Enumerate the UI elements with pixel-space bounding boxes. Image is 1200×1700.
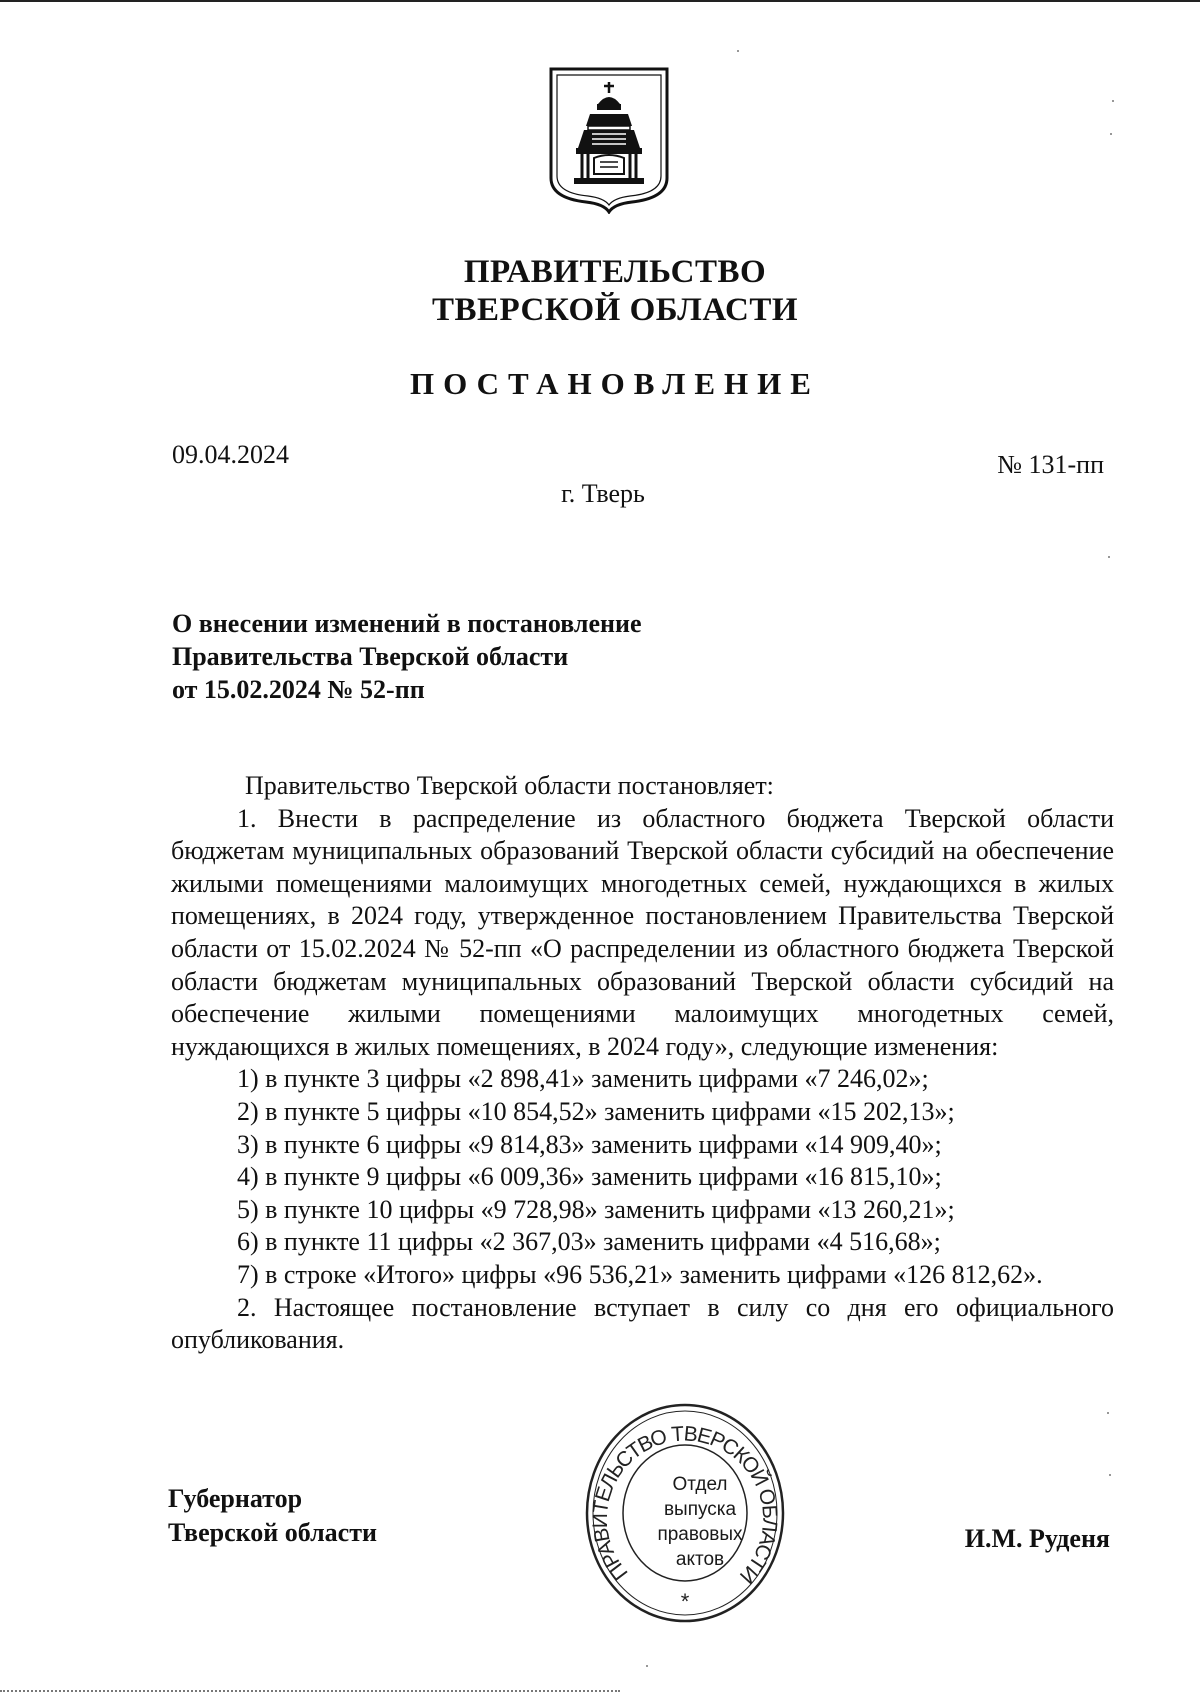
scan-speck	[1107, 1412, 1109, 1414]
tver-coat-of-arms-icon	[548, 66, 670, 214]
amendment-item: 2) в пункте 5 цифры «10 854,52» заменить цифрами «15 202,13»;	[237, 1096, 955, 1126]
stamp-center-line: выпуска	[663, 1499, 737, 1520]
organization-name-line2: ТВЕРСКОЙ ОБЛАСТИ	[431, 292, 799, 328]
subject-line: О внесении изменений в постановление	[172, 609, 642, 638]
amendment-item: 4) в пункте 9 цифры «6 009,36» заменить цифрами «16 815,10»;	[237, 1162, 942, 1192]
preamble: Правительство Тверской области постановляет:	[245, 771, 774, 800]
scan-speck	[1112, 100, 1114, 102]
amendment-item: 5) в пункте 10 цифры «9 728,98» заменить цифрами «13 260,21»;	[237, 1194, 955, 1224]
subject-line: от 15.02.2024 № 52-пп	[172, 675, 425, 704]
document-type: ПОСТАНОВЛЕНИЕ	[410, 366, 820, 401]
amendment-item: 3) в пункте 6 цифры «9 814,83» заменить цифрами «14 909,40»;	[237, 1129, 942, 1159]
signatory-position	[168, 1482, 377, 1550]
signatory-position-line: Тверской области	[168, 1518, 377, 1547]
document-number: № 131-пп	[997, 450, 1104, 479]
subject-line: Правительства Тверской области	[172, 642, 569, 671]
stamp-center-line: актов	[675, 1549, 725, 1570]
amendment-item: 1) в пункте 3 цифры «2 898,41» заменить цифрами «7 246,02»;	[237, 1064, 929, 1094]
scan-bottom-edge	[0, 1690, 620, 1694]
stamp-center-text	[625, 1472, 775, 1572]
amendment-item: 7) в строке «Итого» цифры «96 536,21» заменить цифрами «126 812,62».	[237, 1259, 1043, 1289]
amendment-item: 6) в пункте 11 цифры «2 367,03» заменить цифрами «4 516,68»;	[237, 1227, 941, 1257]
document-body	[171, 770, 1114, 1357]
signatory-position-line: Губернатор	[168, 1484, 303, 1513]
document-city: г. Тверь	[561, 479, 645, 508]
stamp-center-line: правовых	[657, 1524, 743, 1545]
stamp-star: *	[680, 1589, 690, 1614]
scan-speck	[737, 50, 739, 52]
scan-speck	[1110, 133, 1112, 135]
document-subject	[172, 607, 642, 706]
scan-speck	[1108, 556, 1110, 558]
clause-2: 2. Настоящее постановление вступает в силу со дня его официального опубликования.	[171, 1292, 1114, 1355]
scan-speck	[646, 1665, 648, 1667]
signatory-name: И.М. Руденя	[964, 1524, 1110, 1553]
organization-name-line1: ПРАВИТЕЛЬСТВО	[463, 254, 767, 290]
scan-top-edge	[0, 0, 1200, 2]
scan-speck	[1109, 1474, 1111, 1476]
stamp-center-line: Отдел	[672, 1474, 728, 1495]
clause-1: 1. Внести в распределение из областного бюджета Тверской области бюджетам муниципальных образований Тверской области субсидий на обеспечение жилыми помещениями малоимущих многодетных семей, нуждающихся в жилых помещениях, в 2024 году, утвержденное постановлением Правительства Тверской области от 15.02.2024 № 52-пп «О распределении из областного бюджета Тверской области бюджетам муниципальных образований Тверской области субсидий на обеспечение жилыми помещениями малоимущих многодетных семей, нуждающихся в жилых помещениях, в 2024 году», следующие изменения:	[171, 803, 1114, 1061]
document-date: 09.04.2024	[172, 440, 289, 469]
stamp-ring-text: ПРАВИТЕЛЬСТВО ТВЕРСКОЙ ОБЛАСТИ	[588, 1422, 782, 1591]
